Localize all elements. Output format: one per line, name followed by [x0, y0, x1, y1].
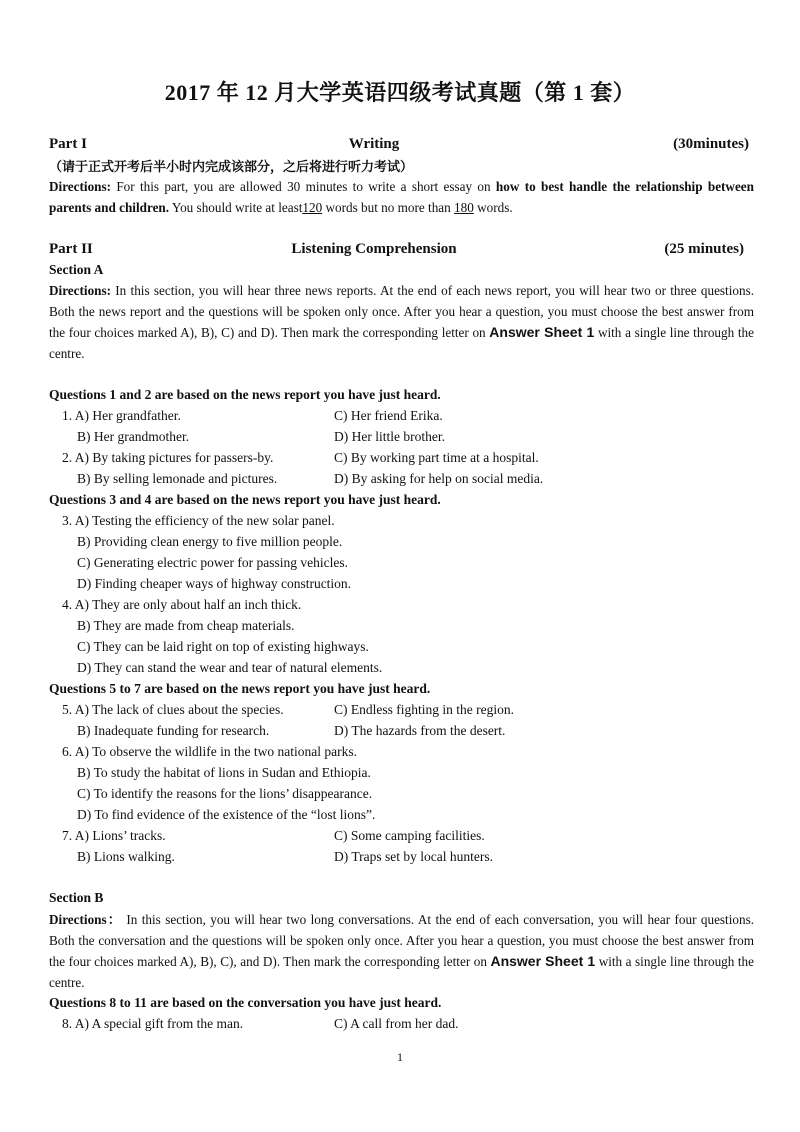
q1-option-d: D) Her little brother. [334, 429, 445, 444]
q8-option-a: 8. A) A special gift from the man. [62, 1016, 244, 1031]
q4-option-a: 4. A) They are only about half an inch thick. [62, 597, 302, 612]
section-b-directions [49, 909, 754, 993]
question-group-header: Questions 5 to 7 are based on the news report you have just heard. [49, 681, 431, 696]
q5-option-d: D) The hazards from the desert. [334, 723, 506, 738]
q2-option-c: C) By working part time at a hospital. [334, 450, 539, 465]
part1-directions-label: Directions: [49, 179, 112, 194]
min-words: 120 [302, 200, 323, 215]
q1-option-a: 1. A) Her grandfather. [62, 408, 181, 423]
q2-option-a: 2. A) By taking pictures for passers-by. [62, 450, 274, 465]
q1-option-b: B) Her grandmother. [77, 429, 190, 444]
section-b-title: Section B [49, 890, 104, 905]
q7-option-d: D) Traps set by local hunters. [334, 849, 493, 864]
q5-option-a: 5. A) The lack of clues about the species. [62, 702, 284, 717]
part1-time: (30minutes) [673, 136, 749, 152]
q4-option-d: D) They can stand the wear and tear of natural elements. [77, 660, 383, 675]
question-group-header: Questions 3 and 4 are based on the news report you have just heard. [49, 492, 441, 507]
section-b-directions-label: Directions： [49, 912, 122, 927]
section-b-directions-text: In this section, you will hear two long conversations. At the end of each conversation, you will hear four questions. Both the conversation and the questions will be spoken only once. After you hear a question, you must choose the best answer from the four choices marked A), B), C), and D). Then mark the corresponding letter on [49, 912, 754, 969]
section-a-directions-text: In this section, you will hear three news reports. At the end of each news report, you will hear two or three questions. Both the news report and the questions will be spoken only once. After you hear a question, you must choose the best answer from the four choices marked A), B), C) and D). Then mark the corresponding letter on [49, 283, 754, 340]
part1-directions [49, 176, 754, 218]
q6-option-b: B) To study the habitat of lions in Sudan and Ethiopia. [77, 765, 371, 780]
part1-directions-text4: words. [473, 200, 513, 215]
q8-option-c: C) A call from her dad. [334, 1016, 459, 1031]
q3-option-c: C) Generating electric power for passing vehicles. [77, 555, 349, 570]
q2-option-b: B) By selling lemonade and pictures. [77, 471, 278, 486]
part1-directions-text: For this part, you are allowed 30 minutes to write a short essay on [111, 179, 496, 194]
section-a-directions [49, 280, 754, 364]
section-a-title: Section A [49, 262, 104, 277]
part1-directions-text3: words but no more than [322, 200, 455, 215]
q4-option-b: B) They are made from cheap materials. [77, 618, 295, 633]
q6-option-c: C) To identify the reasons for the lions’ disappearance. [77, 786, 373, 801]
q2-option-d: D) By asking for help on social media. [334, 471, 544, 486]
part2-time: (25 minutes) [664, 241, 744, 257]
part1-directions-text2: You should write at least [169, 200, 303, 215]
q6-option-a: 6. A) To observe the wildlife in the two national parks. [62, 744, 357, 759]
q3-option-b: B) Providing clean energy to five million people. [77, 534, 343, 549]
part1-name: Writing [348, 136, 400, 152]
question-group-header: Questions 8 to 11 are based on the conversation you have just heard. [49, 995, 442, 1010]
answer-sheet-ref: Answer Sheet 1 [490, 953, 596, 969]
part2-label: Part II [49, 241, 93, 257]
answer-sheet-ref: Answer Sheet 1 [489, 324, 595, 340]
q3-option-d: D) Finding cheaper ways of highway construction. [77, 576, 352, 591]
part1-note: （请于正式开考后半小时内完成该部分，之后将进行听力考试） [49, 159, 414, 174]
q7-option-a: 7. A) Lions’ tracks. [62, 828, 166, 843]
essay-topic: how to best handle the relationship between parents and children. [49, 179, 754, 215]
q7-option-c: C) Some camping facilities. [334, 828, 485, 843]
q5-option-c: C) Endless fighting in the region. [334, 702, 514, 717]
q7-option-b: B) Lions walking. [77, 849, 175, 864]
q3-option-a: 3. A) Testing the efficiency of the new solar panel. [62, 513, 335, 528]
part1-label: Part I [49, 136, 87, 152]
question-group-header: Questions 1 and 2 are based on the news report you have just heard. [49, 387, 441, 402]
q5-option-b: B) Inadequate funding for research. [77, 723, 270, 738]
max-words: 180 [454, 200, 474, 215]
page-title: 2017 年 12 月大学英语四级考试真题（第 1 套） [164, 80, 636, 105]
part2-name: Listening Comprehension [291, 241, 457, 257]
page-number: 1 [397, 1050, 403, 1064]
section-a-directions-label: Directions: [49, 283, 112, 298]
section-a-directions-end: with a single line through the centre. [49, 325, 754, 361]
q4-option-c: C) They can be laid right on top of existing highways. [77, 639, 369, 654]
q6-option-d: D) To find evidence of the existence of the “lost lions”. [77, 807, 376, 822]
section-b-directions-end: with a single line through the centre. [49, 954, 754, 990]
q1-option-c: C) Her friend Erika. [334, 408, 443, 423]
